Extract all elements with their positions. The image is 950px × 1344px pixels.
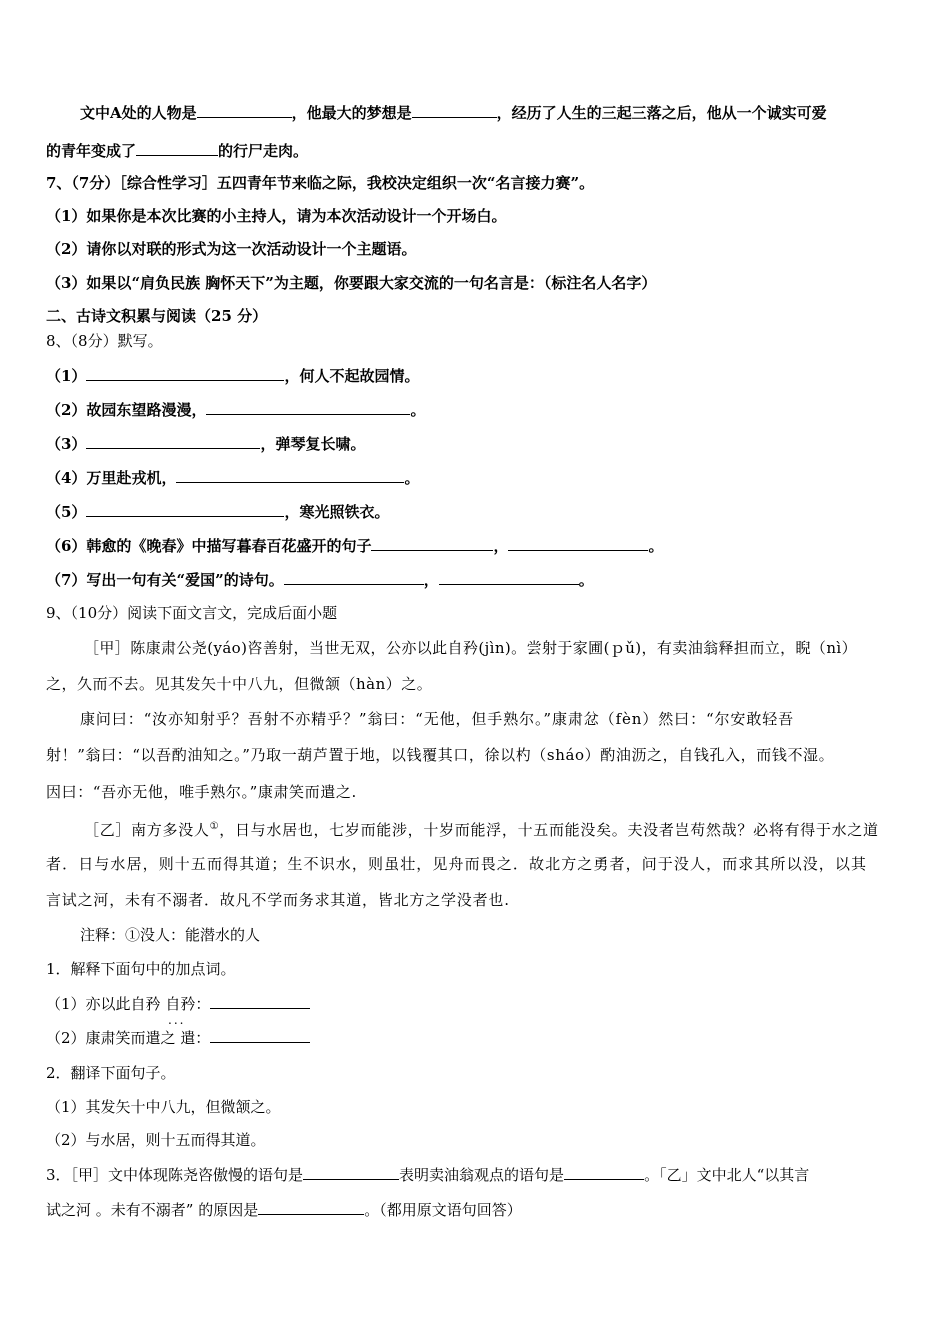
passage-yi-line [84, 817, 879, 840]
q8-text: ， [493, 537, 509, 555]
q8-text: ， [423, 571, 439, 589]
sub1-text: （2）康肃笑而遣之 遣： [46, 1029, 211, 1047]
answer-blank[interactable] [136, 140, 218, 156]
passage-note: 注释：①没人：能潜水的人 [80, 926, 261, 944]
passage-jia-line: 之，久而不去。见其发矢十中八九，但微颔（hàn）之。 [46, 675, 433, 693]
q8-label: （2）故园东望路漫漫， [46, 401, 207, 419]
sub3-text: 3．［甲］文中体现陈尧咨傲慢的语句是 [46, 1166, 304, 1184]
q8-item-5 [46, 501, 389, 522]
sub3-line-1 [46, 1164, 809, 1185]
sub2-item-1: （1）其发矢十中八九，但微颔之。 [46, 1098, 281, 1116]
answer-blank[interactable] [86, 433, 260, 449]
answer-blank[interactable] [210, 1027, 310, 1043]
q8-label: （5） [46, 503, 87, 521]
answer-blank[interactable] [197, 102, 292, 118]
sub1-text: 自矜： [160, 995, 211, 1013]
q8-text: ，寒光照铁衣。 [284, 503, 390, 521]
q8-item-1 [46, 365, 419, 386]
dotted-word [46, 994, 186, 1027]
answer-blank[interactable] [371, 535, 493, 551]
q8-text: 。 [648, 537, 664, 555]
sub3-text: 试之河 。未有不溺者” 的原因是 [46, 1201, 259, 1219]
q8-item-4 [46, 467, 419, 488]
passage-jia-line: 射！”翁曰：“以吾酌油知之。”乃取一葫芦置于地，以钱覆其口，徐以杓（sháo）酌油沥之，自钱孔入，而钱不湿。 [46, 746, 835, 764]
sub3-text: 。「乙」文中北人“以其言 [644, 1166, 810, 1184]
q6-line1 [80, 102, 827, 123]
q8-item-2 [46, 399, 425, 420]
q8-label: （6）韩愈的《晚春》中描写暮春百花盛开的句子 [46, 537, 372, 555]
q6-text-b: ，他最大的梦想是 [291, 104, 412, 122]
sub3-text: 。（都用原文语句回答） [364, 1201, 522, 1219]
sub1-item-2 [46, 1027, 310, 1048]
q7-stem [46, 173, 594, 193]
answer-blank[interactable] [564, 1164, 644, 1180]
q6-text-e: 的行尸走肉。 [218, 142, 309, 160]
q8-label: （3） [46, 435, 87, 453]
passage-yi-text: ，日与水居也，七岁而能涉，十岁而能浮，十五而能没矣。夫没者岂苟然哉？必将有得于水之道 [219, 821, 879, 839]
sub3-line-2 [46, 1199, 522, 1220]
q8-text: ，何人不起故园情。 [284, 367, 420, 385]
answer-blank[interactable] [176, 467, 404, 483]
answer-blank[interactable] [206, 399, 410, 415]
q7-item-1: （1）如果你是本次比赛的小主持人，请为本次活动设计一个开场白。 [46, 207, 507, 225]
section-title: 二、古诗文积累与阅读（25 分） [46, 307, 268, 325]
q8-label: （4）万里赴戎机， [46, 469, 177, 487]
passage-yi-text: ［乙］南方多没人 [84, 821, 210, 839]
answer-blank[interactable] [303, 1164, 399, 1180]
q8-item-6 [46, 535, 663, 556]
passage-yi-line: 者．日与水居，则十五而得其道；生不识水，则虽壮，见舟而畏之．故北方之勇者，问于没人，而求其所以没，以其 [46, 855, 868, 873]
q6-text-a: 文中A处的人物是 [80, 104, 197, 122]
sub2-title: 2．翻译下面句子。 [46, 1064, 176, 1082]
sub1-text: （1）亦以此自矜 [46, 995, 161, 1013]
q8-item-7 [46, 569, 594, 590]
sub2-item-2: （2）与水居，则十五而得其道。 [46, 1131, 266, 1149]
q7-stem-text: 7、（7分）［综合性学习］五四青年节来临之际，我校决定组织一次“名言接力赛”。 [46, 174, 595, 192]
passage-jia-line: 因曰：“吾亦无他，唯手熟尔。”康肃笑而遣之. [46, 783, 357, 801]
q9-stem: 9、（10分）阅读下面文言文，完成后面小题 [46, 604, 338, 622]
answer-blank[interactable] [412, 102, 497, 118]
q8-item-3 [46, 433, 365, 454]
passage-jia-line: ［甲］陈康肃公尧(yáo)咨善射，当世无双，公亦以此自矜(jìn)。尝射于家圃(ｐǔ)，有卖油翁释担而立，睨（nì） [84, 639, 857, 657]
q8-text: ，弹琴复长啸。 [260, 435, 366, 453]
answer-blank[interactable] [508, 535, 648, 551]
passage-jia-line: 康问曰：“汝亦知射乎？吾射不亦精乎？”翁曰：“无他，但手熟尔。”康肃忿（fèn）然曰：“尔安敢轻吾 [80, 710, 795, 728]
emphasis-dots: ... [168, 1013, 186, 1027]
sub3-text: 表明卖油翁观点的语句是 [399, 1166, 565, 1184]
q7-item-3: （3）如果以“肩负民族 胸怀天下”为主题，你要跟大家交流的一句名言是：（标注名人名字） [46, 274, 657, 292]
q6-line2 [46, 140, 308, 161]
q8-text: 。 [410, 401, 426, 419]
answer-blank[interactable] [284, 569, 424, 585]
sub1-item-1 [46, 993, 310, 1027]
passage-yi-line: 言试之河，未有不溺者．故凡不学而务求其道，皆北方之学没者也. [46, 891, 510, 909]
q8-text: 。 [578, 571, 594, 589]
q7-item-2: （2）请你以对联的形式为这一次活动设计一个主题语。 [46, 240, 417, 258]
answer-blank[interactable] [439, 569, 579, 585]
q6-text-d: 的青年变成了 [46, 142, 137, 160]
q8-label: （1） [46, 367, 87, 385]
answer-blank[interactable] [86, 365, 284, 381]
answer-blank[interactable] [258, 1199, 364, 1215]
footnote-marker: ① [209, 821, 220, 832]
q8-stem-text: 8、（8分）默写。 [46, 332, 163, 350]
q6-text-c: ，经历了人生的三起三落之后，他从一个诚实可爱 [496, 104, 827, 122]
answer-blank[interactable] [86, 501, 284, 517]
q8-stem [46, 331, 163, 351]
sub1-title: 1．解释下面句中的加点词。 [46, 960, 236, 978]
q8-text: 。 [404, 469, 420, 487]
answer-blank[interactable] [210, 993, 310, 1009]
q8-label: （7）写出一句有关“爱国”的诗句。 [46, 571, 284, 589]
